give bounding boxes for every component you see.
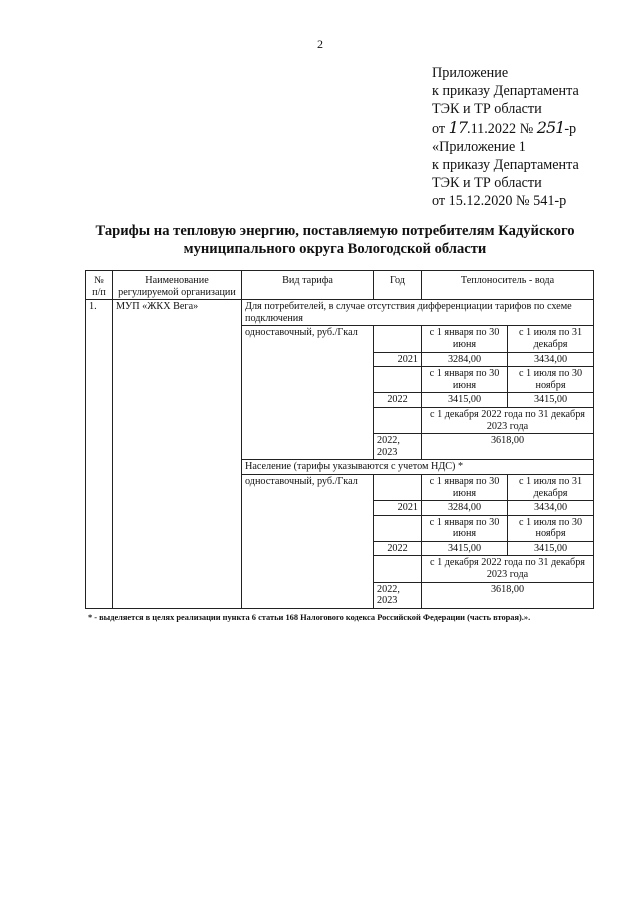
period-cell: с 1 июля по 30 ноября	[508, 367, 594, 393]
value-cell: 3434,00	[508, 352, 594, 367]
year-cell	[374, 407, 422, 433]
value-cell: 3415,00	[508, 541, 594, 556]
year-cell	[374, 474, 422, 500]
period-cell: с 1 июля по 30 ноября	[508, 515, 594, 541]
value-cell: 3415,00	[422, 541, 508, 556]
period-cell: с 1 января по 30 июня	[422, 367, 508, 393]
year-cell: 2022	[374, 393, 422, 408]
appendix-line: от 15.12.2020 № 541-р	[432, 193, 567, 210]
year-cell: 2022, 2023	[374, 582, 422, 608]
year-cell: 2021	[374, 352, 422, 367]
table-row	[86, 300, 594, 326]
title-line: Тарифы на тепловую энергию, поставляемую потребителям Кадуйского	[95, 223, 575, 239]
period-cell: с 1 июля по 31 декабря	[508, 326, 594, 352]
period-cell: с 1 января по 30 июня	[422, 326, 508, 352]
header-org: Наименование регулируемой организации	[113, 271, 242, 300]
appendix-line: к приказу Департамента	[432, 157, 579, 174]
value-cell: 3284,00	[422, 501, 508, 516]
footnote: * - выделяется в целях реализации пункта 6 статьи 168 Налогового кодекса Российской Федерации (часть вторая).».	[88, 613, 531, 622]
header-carrier: Теплоноситель - вода	[422, 271, 594, 300]
header-num: № п/п	[86, 271, 113, 300]
period-cell: с 1 декабря 2022 года по 31 декабря 2023 года	[422, 556, 594, 582]
value-cell: 3434,00	[508, 501, 594, 516]
document-title	[70, 222, 600, 258]
tariff-type: одноставочный, руб./Гкал	[242, 474, 374, 608]
value-cell: 3618,00	[422, 434, 594, 460]
section-heading: Для потребителей, в случае отсутствия дифференциации тарифов по схеме подключения	[242, 300, 594, 326]
appendix-line: Приложение	[432, 65, 509, 81]
value-cell: 3284,00	[422, 352, 508, 367]
year-cell	[374, 367, 422, 393]
value-cell: 3415,00	[422, 393, 508, 408]
year-cell	[374, 326, 422, 352]
order-number-handwritten: 251	[536, 117, 565, 137]
page-number: 2	[317, 37, 323, 51]
value-cell: 3415,00	[508, 393, 594, 408]
order-suffix: -р	[564, 120, 577, 137]
appendix-block	[432, 64, 632, 211]
period-cell: с 1 июля по 31 декабря	[508, 474, 594, 500]
year-cell: 2022	[374, 541, 422, 556]
period-cell: с 1 декабря 2022 года по 31 декабря 2023 года	[422, 407, 594, 433]
appendix-line: к приказу Департамента	[432, 83, 579, 100]
order-line	[432, 119, 632, 138]
period-cell: с 1 января по 30 июня	[422, 474, 508, 500]
tariff-table	[85, 270, 594, 609]
period-cell: с 1 января по 30 июня	[422, 515, 508, 541]
section-heading: Население (тарифы указываются с учетом НДС) *	[242, 460, 594, 475]
header-year: Год	[374, 271, 422, 300]
year-cell: 2021	[374, 501, 422, 516]
appendix-line: ТЭК и ТР области	[432, 101, 542, 118]
order-prefix: от	[432, 120, 449, 137]
title-line: муниципального округа Вологодской области	[183, 241, 487, 257]
order-day-handwritten: 17	[448, 117, 468, 137]
header-type: Вид тарифа	[242, 271, 374, 300]
year-cell: 2022, 2023	[374, 434, 422, 460]
tariff-type: одноставочный, руб./Гкал	[242, 326, 374, 460]
year-cell	[374, 515, 422, 541]
year-cell	[374, 556, 422, 582]
appendix-line: «Приложение 1	[432, 138, 526, 155]
table-header-row	[86, 271, 594, 300]
appendix-line: ТЭК и ТР области	[432, 175, 542, 192]
order-date-rest: .11.2022 №	[467, 120, 537, 137]
row-number: 1.	[86, 300, 113, 609]
value-cell: 3618,00	[422, 582, 594, 608]
org-name: МУП «ЖКХ Вега»	[113, 300, 242, 609]
